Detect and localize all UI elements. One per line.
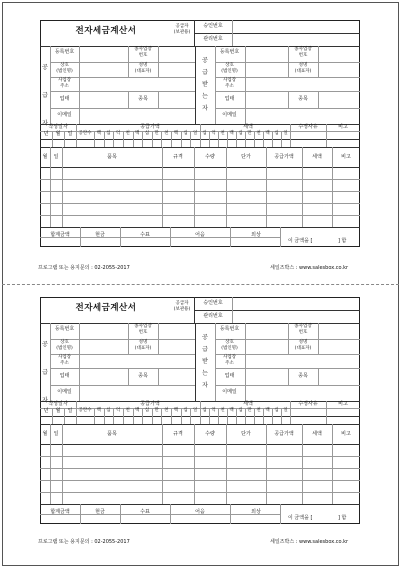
grid-line — [40, 227, 360, 228]
grid-line — [158, 91, 159, 108]
supplier-rep-label: 성명 — [138, 340, 148, 345]
grid-line — [232, 297, 233, 323]
grid-line — [50, 424, 51, 504]
grid-line — [79, 323, 80, 401]
grid-line — [162, 424, 163, 504]
supplier-reg-no-label: 등록번호 — [54, 49, 75, 55]
grid-line — [318, 323, 319, 354]
buyer-side-char: 공 — [202, 334, 208, 341]
supply-amount-label: 공급가액 — [140, 124, 160, 130]
grid-line — [302, 147, 303, 227]
item-supply-header: 공급가액 — [274, 431, 294, 437]
grid-line — [245, 46, 246, 124]
tax-digit-header: 백 — [265, 408, 270, 413]
supply-amount-label: 공급가액 — [140, 401, 160, 407]
grid-line — [40, 191, 360, 192]
buyer-reg-no-label: 등록번호 — [219, 326, 240, 332]
item-remark-header: 비고 — [341, 154, 351, 160]
buyer-reg-no-label: 등록번호 — [219, 49, 240, 55]
cut-line — [2, 284, 399, 285]
tax-digit-header: 백 — [229, 408, 234, 413]
buyer-side-char: 공 — [202, 57, 208, 64]
supplier-business-item-label: 종목 — [138, 373, 148, 379]
grid-line — [128, 91, 129, 108]
grid-line — [40, 179, 360, 180]
supplier-name-label-2: (법인명) — [56, 69, 73, 74]
grid-line — [50, 108, 195, 109]
supplier-business-type-label: 업태 — [59, 96, 70, 102]
grid-line — [326, 401, 327, 424]
supply-digit-header: 일 — [192, 131, 198, 136]
cash-label: 현금 — [95, 232, 105, 238]
supply-digit-header: 백 — [96, 131, 101, 136]
grid-line — [62, 147, 63, 227]
grid-line — [266, 424, 267, 504]
tax-digit-header: 십 — [238, 131, 243, 136]
item-remark-header: 비고 — [341, 431, 351, 437]
footer-site-bottom: 세일즈박스 : www.salesbox.co.kr — [270, 539, 349, 545]
tax-digit-header: 십 — [274, 131, 279, 136]
tax-digit-header: 십 — [238, 408, 243, 413]
item-name-header: 품목 — [107, 431, 117, 437]
item-name-header: 품목 — [107, 154, 117, 160]
buyer-name-label-2: (법인명) — [221, 346, 238, 351]
summary-remark-label: 비고 — [338, 401, 348, 407]
grid-line — [50, 354, 195, 355]
supplier-side-char: 공 — [42, 64, 48, 71]
buyer-address-label: 사업장 — [222, 78, 237, 83]
supplier-name-label: 상호 — [60, 340, 69, 345]
grid-line — [40, 323, 360, 324]
date-digit-header: 일 — [67, 408, 73, 414]
item-spec-header: 규격 — [173, 154, 183, 160]
buyer-business-item-label: 종목 — [298, 96, 308, 102]
buyer-side-char: 자 — [202, 382, 208, 389]
supply-digit-header: 공란수 — [78, 131, 92, 136]
item-spec-header: 규격 — [173, 431, 183, 437]
footer-site-top: 세일즈박스 : www.salesbox.co.kr — [270, 265, 349, 271]
grid-line — [288, 368, 289, 385]
amount-claim-prefix: 이 금액을 [ — [288, 238, 313, 244]
grid-line — [62, 424, 63, 504]
buyer-address-label-2: 주소 — [225, 361, 234, 366]
grid-line — [50, 368, 195, 369]
tax-digit-header: 백 — [229, 131, 234, 136]
grid-line — [332, 424, 333, 504]
grid-line — [40, 237, 280, 238]
grid-line — [194, 147, 195, 227]
invoice-title: 전자세금계산서 — [75, 303, 137, 313]
supplier-side-char: 자 — [42, 397, 48, 404]
date-label: 작성일자 — [48, 124, 68, 130]
supply-digit-header: 백 — [173, 408, 179, 413]
tax-digit-header: 십 — [202, 131, 207, 136]
supplier-rep-label-2: (대표자) — [134, 346, 152, 351]
supply-digit-header: 천 — [125, 131, 130, 136]
total-amount-label: 합계금액 — [50, 509, 70, 515]
buyer-name-label-2: (법인명) — [221, 69, 238, 74]
grid-line — [194, 310, 360, 311]
grid-line — [40, 147, 360, 148]
supplier-copy-label: 공급자 — [175, 24, 189, 29]
buyer-name-label: 상호 — [225, 340, 234, 345]
buyer-rep-label-2: (대표자) — [294, 346, 312, 351]
supplier-reg-no-label: 등록번호 — [54, 326, 75, 332]
tax-digit-header: 천 — [220, 131, 225, 136]
supplier-email-label: 이메일 — [57, 389, 72, 395]
supplier-name-label-2: (법인명) — [56, 346, 73, 351]
buyer-email-label: 이메일 — [222, 389, 237, 395]
grid-line — [158, 46, 159, 77]
supplier-side-char: 자 — [42, 120, 48, 127]
amount-claim-suffix: ] 함 — [338, 515, 347, 521]
item-tax-header: 세액 — [312, 431, 322, 437]
grid-line — [40, 480, 360, 481]
tax-label: 세액 — [243, 124, 253, 130]
buyer-side-char: 자 — [202, 105, 208, 112]
grid-line — [79, 46, 80, 124]
date-digit-header: 월 — [55, 408, 61, 414]
item-qty-header: 수량 — [205, 154, 215, 160]
footer-contact-bottom: 프로그램 또는 용지문의 : 02-2055-2017 — [38, 539, 130, 545]
supply-digit-header: 십 — [144, 408, 150, 413]
item-day-header: 일 — [53, 154, 59, 160]
supplier-address-label-2: 주소 — [60, 361, 69, 366]
note-label: 어음 — [195, 509, 205, 515]
date-label: 작성일자 — [48, 401, 68, 407]
tax-digit-header: 일 — [283, 131, 288, 136]
check-label: 수표 — [140, 509, 150, 515]
supply-digit-header: 백 — [135, 408, 140, 413]
buyer-sub-business-label-2: 번호 — [298, 53, 308, 58]
buyer-side-char: 급 — [202, 346, 208, 353]
tax-digit-header: 백 — [265, 131, 270, 136]
supplier-address-label: 사업장 — [57, 78, 72, 83]
note-label: 어음 — [195, 232, 205, 238]
summary-remark-label: 비고 — [338, 124, 348, 130]
supply-digit-header: 만 — [154, 408, 159, 413]
approval-no-label: 승인번호 — [203, 300, 223, 306]
grid-line — [40, 514, 280, 515]
tax-digit-header: 천 — [256, 131, 261, 136]
buyer-side-char: 받 — [202, 358, 208, 365]
date-digit-header: 월 — [55, 131, 61, 137]
supplier-rep-label: 성명 — [138, 63, 148, 68]
grid-line — [194, 424, 195, 504]
grid-line — [302, 424, 303, 504]
buyer-side-char: 받 — [202, 81, 208, 88]
supply-digit-header: 백 — [96, 408, 101, 413]
date-digit-header: 년 — [43, 131, 49, 137]
invoice-top — [40, 20, 360, 247]
amount-claim-suffix: ] 함 — [338, 238, 347, 244]
grid-line — [158, 368, 159, 385]
supplier-business-type-label: 업태 — [59, 373, 70, 379]
supply-digit-header: 십 — [183, 131, 188, 136]
invoice-title: 전자세금계산서 — [75, 26, 137, 36]
supplier-side-char: 공 — [42, 341, 48, 348]
buyer-sub-business-label: 종사업장 — [294, 47, 312, 52]
supply-digit-header: 억 — [115, 408, 121, 413]
cash-label: 현금 — [95, 509, 105, 515]
credit-label: 외상 — [251, 509, 261, 515]
supply-digit-header: 백 — [173, 131, 179, 136]
tax-digit-header: 천 — [256, 408, 261, 413]
item-month-header: 월 — [42, 154, 48, 160]
check-label: 수표 — [140, 232, 150, 238]
grid-line — [52, 408, 53, 424]
supply-digit-header: 십 — [183, 408, 188, 413]
grid-line — [64, 408, 65, 424]
supply-digit-header: 십 — [106, 131, 111, 136]
grid-line — [40, 444, 360, 445]
supply-digit-header: 천 — [164, 408, 169, 413]
grid-line — [318, 91, 319, 108]
grid-line — [52, 131, 53, 147]
supply-digit-header: 일 — [192, 408, 198, 413]
tax-digit-header: 일 — [283, 408, 288, 413]
grid-line — [318, 46, 319, 77]
grid-line — [40, 504, 360, 505]
grid-line — [280, 227, 281, 247]
tax-label: 세액 — [243, 401, 253, 407]
grid-line — [332, 147, 333, 227]
item-tax-header: 세액 — [312, 154, 322, 160]
tax-digit-header: 만 — [247, 408, 252, 413]
tax-digit-header: 천 — [220, 408, 225, 413]
buyer-rep-label-2: (대표자) — [294, 69, 312, 74]
item-unit-price-header: 단가 — [241, 154, 251, 160]
management-no-label: 관리번호 — [203, 313, 223, 319]
supplier-email-label: 이메일 — [57, 112, 72, 118]
supply-digit-header: 백 — [135, 131, 140, 136]
supplier-copy-sub: (보관용) — [173, 30, 191, 35]
grid-line — [288, 46, 289, 77]
grid-line — [40, 215, 360, 216]
supplier-copy-sub: (보관용) — [173, 307, 191, 312]
grid-line — [40, 492, 360, 493]
amount-claim-prefix: 이 금액을 [ — [288, 515, 313, 521]
supplier-sub-business-label-2: 번호 — [138, 53, 148, 58]
grid-line — [288, 323, 289, 354]
buyer-side-char: 는 — [202, 93, 208, 100]
date-digit-header: 일 — [67, 131, 73, 137]
item-qty-header: 수량 — [205, 431, 215, 437]
approval-no-label: 승인번호 — [203, 23, 223, 29]
grid-line — [64, 131, 65, 147]
supplier-side-char: 급 — [42, 92, 48, 99]
supply-digit-header: 억 — [115, 131, 121, 136]
grid-line — [128, 323, 129, 354]
credit-label: 외상 — [251, 232, 261, 238]
management-no-label: 관리번호 — [203, 36, 223, 42]
buyer-sub-business-label-2: 번호 — [298, 330, 308, 335]
grid-line — [266, 147, 267, 227]
supply-digit-header: 만 — [154, 131, 159, 136]
grid-line — [290, 401, 291, 424]
item-day-header: 일 — [53, 431, 59, 437]
footer-contact-top: 프로그램 또는 용지문의 : 02-2055-2017 — [38, 265, 130, 271]
buyer-address-label: 사업장 — [222, 355, 237, 360]
grid-line — [40, 203, 360, 204]
grid-line — [50, 91, 195, 92]
buyer-address-label-2: 주소 — [225, 84, 234, 89]
buyer-rep-label: 성명 — [298, 63, 308, 68]
grid-line — [128, 46, 129, 77]
grid-line — [50, 339, 195, 340]
buyer-side-char: 는 — [202, 370, 208, 377]
supplier-copy-label: 공급자 — [175, 301, 189, 306]
buyer-business-type-label: 업태 — [224, 96, 235, 102]
grid-line — [215, 385, 360, 386]
invoice-bottom — [40, 297, 360, 524]
buyer-rep-label: 성명 — [298, 340, 308, 345]
tax-digit-header: 십 — [274, 408, 279, 413]
buyer-side-char: 급 — [202, 69, 208, 76]
grid-line — [158, 323, 159, 354]
grid-line — [50, 385, 195, 386]
grid-line — [290, 124, 291, 147]
item-supply-header: 공급가액 — [274, 154, 294, 160]
item-unit-price-header: 단가 — [241, 431, 251, 437]
revision-reason-label: 수정사유 — [298, 401, 318, 407]
supplier-sub-business-label-2: 번호 — [138, 330, 148, 335]
grid-line — [194, 33, 360, 34]
tax-digit-header: 억 — [211, 408, 216, 413]
supply-digit-header: 천 — [125, 408, 130, 413]
buyer-business-type-label: 업태 — [224, 373, 235, 379]
grid-line — [245, 323, 246, 401]
supplier-rep-label-2: (대표자) — [134, 69, 152, 74]
supply-digit-header: 십 — [106, 408, 111, 413]
buyer-name-label: 상호 — [225, 63, 234, 68]
grid-line — [50, 77, 195, 78]
supplier-address-label-2: 주소 — [60, 84, 69, 89]
grid-line — [226, 424, 227, 504]
tax-digit-header: 십 — [202, 408, 207, 413]
grid-line — [40, 468, 360, 469]
revision-reason-label: 수정사유 — [298, 124, 318, 130]
grid-line — [232, 20, 233, 46]
total-amount-label: 합계금액 — [50, 232, 70, 238]
buyer-business-item-label: 종목 — [298, 373, 308, 379]
grid-line — [318, 368, 319, 385]
grid-line — [288, 91, 289, 108]
supplier-sub-business-label: 종사업장 — [134, 324, 152, 329]
grid-line — [40, 46, 360, 47]
tax-digit-header: 만 — [247, 131, 252, 136]
supply-digit-header: 공란수 — [78, 408, 92, 413]
grid-line — [40, 424, 360, 425]
supply-digit-header: 십 — [144, 131, 150, 136]
grid-line — [215, 108, 360, 109]
grid-line — [215, 77, 360, 78]
grid-line — [226, 147, 227, 227]
grid-line — [280, 504, 281, 524]
date-digit-header: 년 — [43, 408, 49, 414]
supplier-business-item-label: 종목 — [138, 96, 148, 102]
grid-line — [40, 167, 360, 168]
supply-digit-header: 천 — [164, 131, 169, 136]
supplier-address-label: 사업장 — [57, 355, 72, 360]
supplier-side-char: 급 — [42, 369, 48, 376]
buyer-email-label: 이메일 — [222, 112, 237, 118]
grid-line — [50, 62, 195, 63]
tax-digit-header: 억 — [211, 131, 216, 136]
grid-line — [128, 368, 129, 385]
grid-line — [326, 124, 327, 147]
item-month-header: 월 — [42, 431, 48, 437]
grid-line — [162, 147, 163, 227]
grid-line — [40, 456, 360, 457]
supplier-name-label: 상호 — [60, 63, 69, 68]
supplier-sub-business-label: 종사업장 — [134, 47, 152, 52]
buyer-sub-business-label: 종사업장 — [294, 324, 312, 329]
grid-line — [215, 354, 360, 355]
grid-line — [50, 147, 51, 227]
